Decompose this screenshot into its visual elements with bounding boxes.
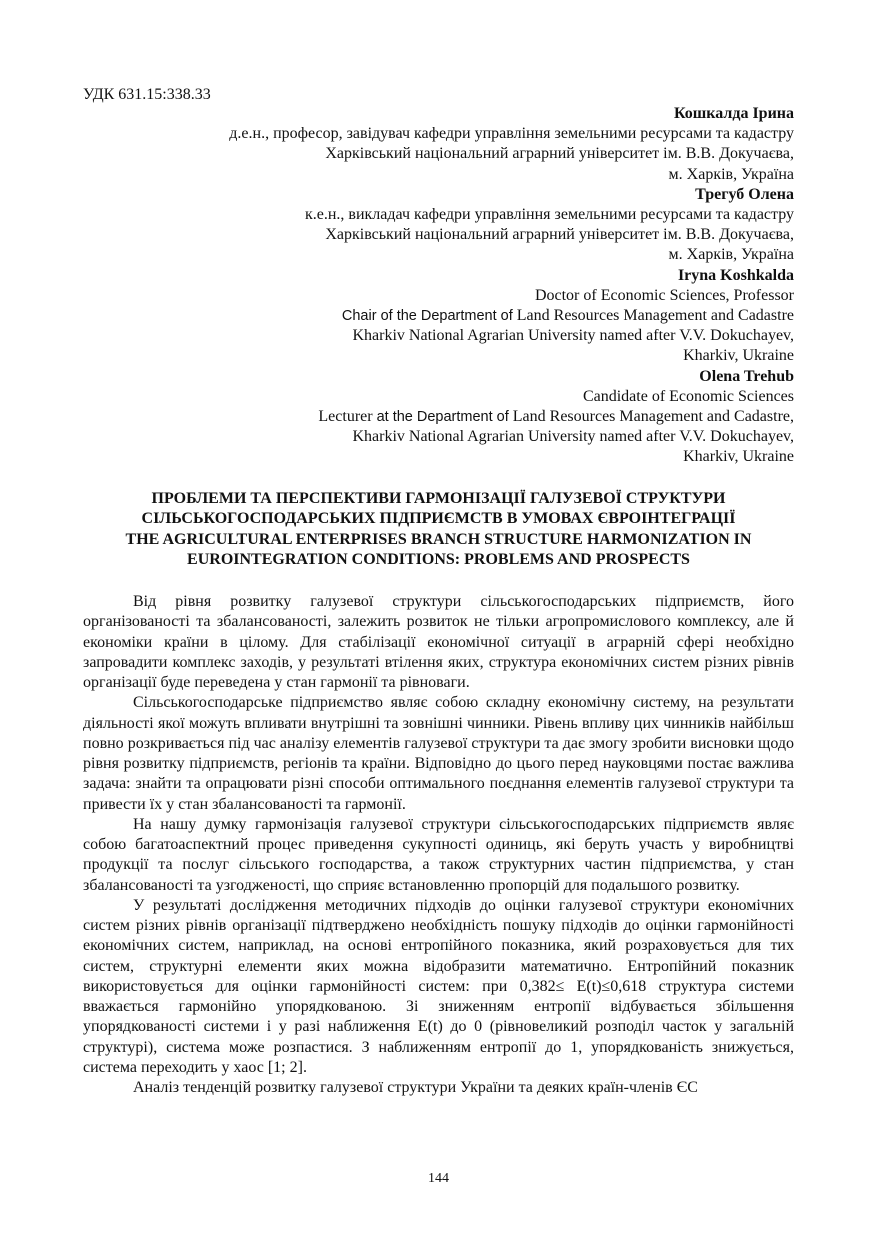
department-prefix: Chair of the Department of: [341, 308, 513, 325]
author-affiliation-line: Candidate of Economic Sciences: [582, 387, 794, 405]
author-affiliation-line: Kharkiv, Ukraine: [683, 448, 794, 466]
udk-code: УДК 631.15:338.33: [83, 86, 211, 103]
author-affiliation-line: [83, 306, 794, 326]
author-block: [83, 104, 794, 468]
body-paragraph: У результаті дослідження методичних підходів до оцінки галузевої структури економічних систем різних рівнів організації підтверджено необхідність пошуку підходів до оцінки гармонійності економічних систем, наприклад, на основі ентропійного показника, який розраховується для тих систем, структурні елементи яких можна відобразити математично. Ентропійний показник використовується для оцінки гармонійності систем: при 0,382≤ E(t)≤0,618 структура системи вважається гармонійно упорядкованою. Зі зниженням ентропії відбувається збільшення упорядкованості системи і у разі наближення E(t) до 0 (рівновеликий розподіл часток у загальній структурі), система може розпастися. З наближенням ентропії до 1, упорядкованість знижується, система переходить у хаос [1; 2].: [83, 896, 794, 1076]
author-affiliation-line: Doctor of Economic Sciences, Professor: [534, 286, 794, 304]
page-number: 144: [428, 1171, 449, 1186]
author-name: Кошкалда Ірина: [673, 105, 794, 122]
department-name: Land Resources Management and Cadastre,: [508, 408, 794, 426]
author-affiliation-line: Kharkiv National Agrarian University named after V.V. Dokuchayev,: [352, 428, 794, 446]
author-affiliation-line: м. Харків, Україна: [668, 246, 794, 264]
author-affiliation-line: Kharkiv National Agrarian University named after V.V. Dokuchayev,: [352, 327, 794, 345]
department-prefix: at the Department of: [376, 409, 509, 426]
department-name: Land Resources Management and Cadastre: [512, 307, 794, 325]
position-title: Lecturer: [318, 408, 377, 426]
title-ua-line: ПРОБЛЕМИ ТА ПЕРСПЕКТИВИ ГАРМОНІЗАЦІЇ ГАЛУЗЕВОЇ СТРУКТУРИ: [151, 490, 726, 507]
author-name: Iryna Koshkalda: [677, 266, 794, 284]
title-en-line: EUROINTEGRATION CONDITIONS: PROBLEMS AND PROSPECTS: [187, 551, 690, 569]
author-name: Olena Trehub: [699, 367, 794, 385]
author-affiliation-line: Kharkiv, Ukraine: [683, 347, 794, 365]
author-affiliation-line: Харківський національний аграрний університет ім. В.В. Докучаєва,: [325, 145, 794, 163]
author-affiliation-line: д.е.н., професор, завідувач кафедри управління земельними ресурсами та кадастру: [229, 125, 794, 143]
author-name: Трегуб Олена: [695, 185, 794, 203]
author-affiliation-line: [83, 407, 794, 427]
article-title: [83, 489, 794, 571]
article-body: [83, 592, 794, 1098]
title-ua-line: СІЛЬСЬКОГОСПОДАРСЬКИХ ПІДПРИЄМСТВ В УМОВАХ ЄВРОІНТЕГРАЦІЇ: [141, 510, 736, 528]
author-affiliation-line: к.е.н., викладач кафедри управління земельними ресурсами та кадастру: [304, 206, 794, 224]
author-affiliation-line: м. Харків, Україна: [668, 165, 794, 183]
title-en-line: THE AGRICULTURAL ENTERPRISES BRANCH STRUCTURE HARMONIZATION IN: [125, 530, 752, 548]
body-paragraph: Від рівня розвитку галузевої структури сільськогосподарських підприємств, його організованості та збалансованості, залежить розвиток не тільки агропромислового комплексу, але й економіки країни в цілому. Для стабілізації економічної ситуації в аграрній сфері необхідно запровадити комплекс заходів, у результаті втілення яких, структура економічних систем різних рівнів організації буде переведена у стан гармонії та рівноваги.: [83, 593, 794, 691]
author-affiliation-line: Харківський національний аграрний університет ім. В.В. Докучаєва,: [325, 226, 794, 244]
body-paragraph: Аналіз тенденцій розвитку галузевої структури України та деяких країн-членів ЄС: [133, 1079, 698, 1096]
body-paragraph: На нашу думку гармонізація галузевої структури сільськогосподарських підприємств являє собою багатоаспектний процес приведення сукупності одиниць, які беруть участь у виробництві продукції та послуг сільського господарства, а також структурних частин підприємства, у стан збалансованості та узгодженості, що сприяє встановленню пропорцій для подальшого розвитку.: [83, 815, 794, 894]
body-paragraph: Сільськогосподарське підприємство являє собою складну економічну систему, на результати діяльності якої можуть впливати внутрішні та зовнішні чинники. Рівень впливу цих чинників найбільш повно розкривається під час аналізу елементів галузевої структури та дає змогу зробити висновки щодо рівня розвитку підприємств, регіонів та країни. Відповідно до цього перед науковцями постає важлива задача: знайти та опрацювати різні способи оптимального поєднання елементів галузевої структури та привести їх у стан збалансованості та гармонії.: [83, 694, 794, 813]
